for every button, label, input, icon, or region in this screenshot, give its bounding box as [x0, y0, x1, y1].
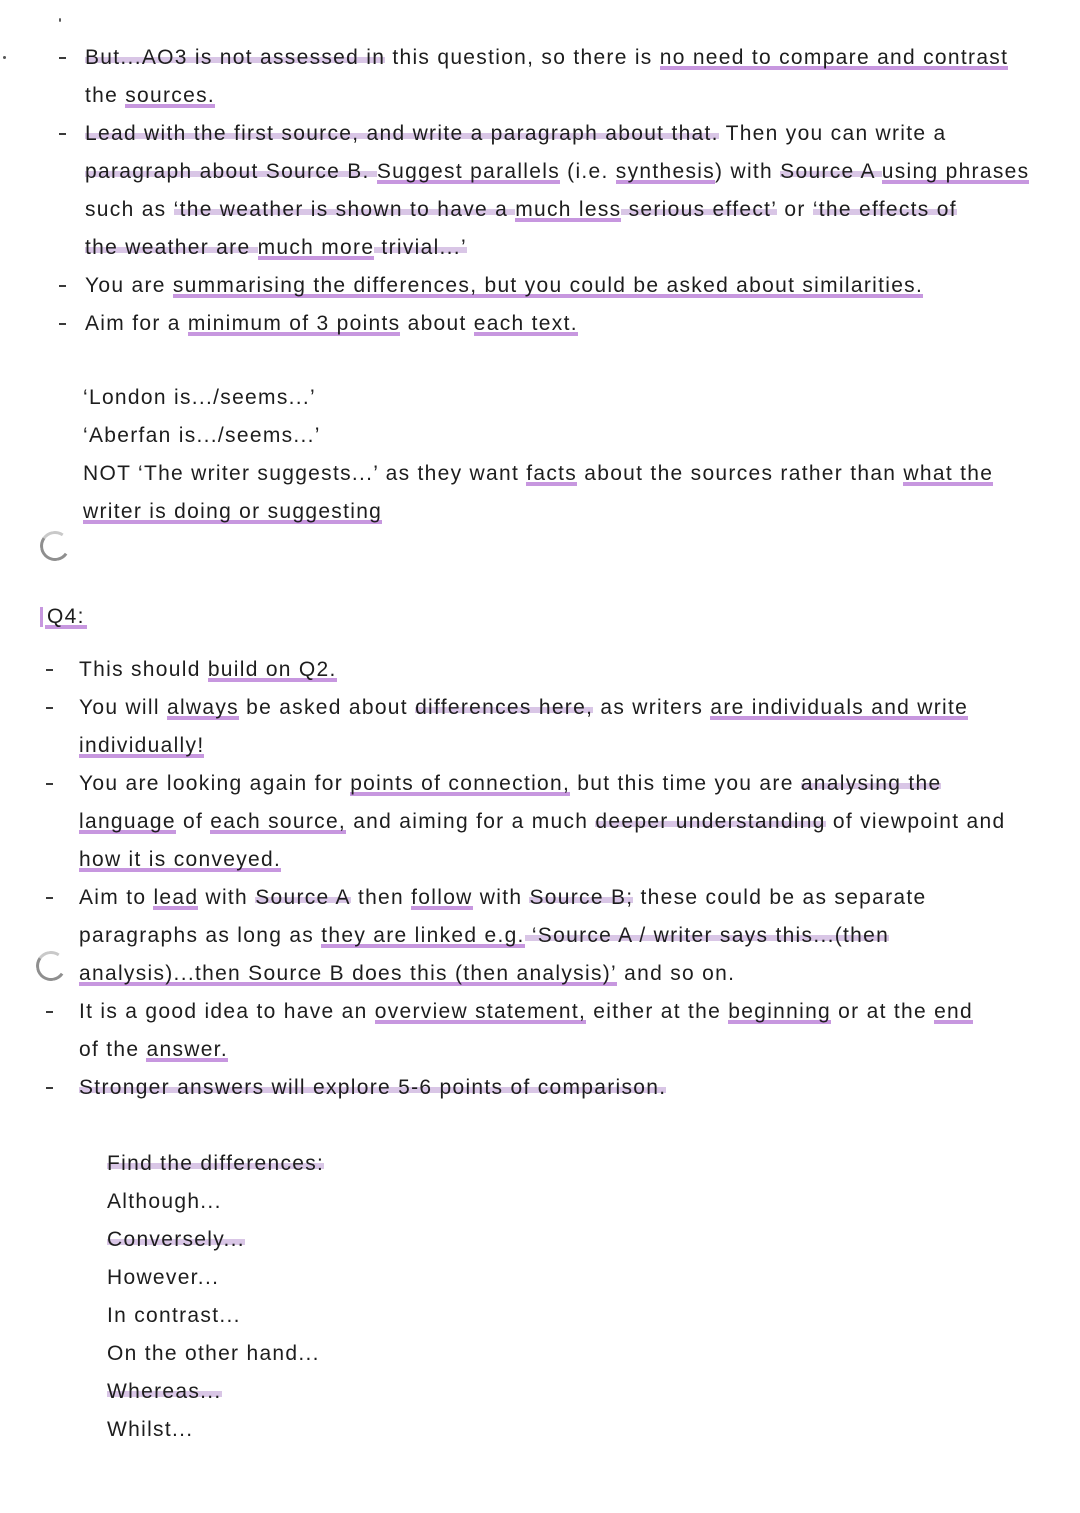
bullet-item — [85, 305, 1060, 343]
text-line — [79, 651, 1054, 689]
connective: Although... — [107, 1190, 222, 1213]
bullet-dash — [59, 133, 66, 135]
underlined-text: how it is conveyed. — [79, 841, 281, 879]
underlined-text: points of connection, — [350, 765, 570, 803]
text-segment: and aiming for a much — [346, 810, 596, 833]
text-segment: about — [400, 312, 474, 335]
text-line — [83, 417, 1058, 455]
bullet-item — [79, 993, 1054, 1069]
text-line — [45, 598, 87, 636]
list-title-line — [107, 1145, 707, 1183]
text-line — [79, 765, 1054, 803]
list-item — [107, 1221, 707, 1259]
highlighted-text: Source B; — [529, 879, 633, 917]
section-heading-q4 — [45, 598, 87, 636]
underlined-text: facts — [526, 455, 577, 493]
text-segment: You will — [79, 696, 167, 719]
text-segment: then — [350, 886, 412, 909]
text-segment: about the sources rather than — [577, 462, 904, 485]
highlighted-text: ‘the weather is shown to have a — [174, 191, 516, 229]
connective: Whilst... — [107, 1418, 194, 1441]
highlighted-text: Lead with the first source, and write a paragraph about that. — [85, 115, 719, 153]
underlined-text: overview statement, — [375, 993, 586, 1031]
underlined-text: synthesis — [616, 153, 715, 191]
underlined-text: answer. — [146, 1031, 227, 1069]
text-segment: the — [85, 84, 126, 107]
punch-hole-mark — [34, 949, 69, 984]
text-segment: You are looking again for — [79, 772, 351, 795]
stray-dot — [59, 18, 61, 22]
text-segment: Aim to — [79, 886, 154, 909]
underlined-text: no need to compare and contrast — [660, 39, 1009, 77]
text-segment: This should — [79, 658, 208, 681]
connectives-list — [107, 1145, 707, 1449]
bullet-dash — [46, 1087, 53, 1089]
list-item — [107, 1373, 707, 1411]
text-line — [79, 689, 1054, 727]
text-segment: You are — [85, 274, 173, 297]
bullet-dash — [59, 323, 66, 325]
underlined-text: are individuals and write — [710, 689, 968, 727]
text-line — [79, 993, 1054, 1031]
list-item — [107, 1259, 707, 1297]
text-segment: of — [175, 810, 211, 833]
text-segment: with — [472, 886, 530, 909]
text-line — [85, 229, 1060, 267]
text-segment: Then you can write a — [718, 122, 947, 145]
highlighted-text: ‘the effects of — [813, 191, 957, 229]
underlined-text: build on Q2. — [208, 651, 337, 689]
bullet-item — [85, 267, 1060, 305]
stray-dot — [3, 56, 6, 59]
text-line — [83, 493, 1058, 531]
bullet-item — [79, 1069, 1054, 1107]
underlined-text: summarising the differences, but you could be asked about similarities. — [173, 267, 923, 305]
text-line — [83, 379, 1058, 417]
text-segment: or at the — [831, 1000, 935, 1023]
text-segment: Aim for a — [85, 312, 188, 335]
underlined-text: follow — [411, 879, 473, 917]
text-segment: (i.e. — [560, 160, 616, 183]
text-line — [79, 917, 1054, 955]
underlined-text: beginning — [728, 993, 831, 1031]
underlined-text: end — [934, 993, 973, 1031]
punch-hole-mark — [38, 529, 73, 564]
bullet-item — [85, 39, 1060, 115]
bullet-dash — [46, 707, 53, 709]
highlighted-text: the weather are — [85, 229, 258, 267]
underlined-text: each source, — [210, 803, 346, 841]
bullet-item — [79, 651, 1054, 689]
bullet-dash — [46, 783, 53, 785]
example-phrases — [83, 379, 1058, 531]
list-item — [107, 1183, 707, 1221]
text-segment: of viewpoint and — [825, 810, 1006, 833]
connective: On the other hand... — [107, 1342, 320, 1365]
bullet-dash — [46, 1011, 53, 1013]
q4-guidance-list — [79, 651, 1054, 1107]
underlined-text: analysis)...then Source B does this (then analysis)’ — [79, 955, 617, 993]
text-segment: ) with — [715, 160, 781, 183]
connective: Whereas... — [107, 1373, 222, 1411]
text-segment: NOT ‘The writer suggests...’ as they want — [83, 462, 527, 485]
underlined-text: writer is doing or suggesting — [83, 493, 382, 531]
bullet-dash — [46, 669, 53, 671]
text-segment: or — [777, 198, 813, 221]
highlighted-text: paragraph about Source B. — [85, 153, 377, 191]
highlighted-text: differences here, — [415, 689, 593, 727]
text-segment: these could be as separate — [633, 886, 927, 909]
text-segment: of the — [79, 1038, 147, 1061]
underlined-text: they are linked e.g. — [321, 917, 524, 955]
text-line — [79, 841, 1054, 879]
highlighted-text: Source A — [255, 879, 351, 917]
bullet-dash — [46, 897, 53, 899]
highlighted-text: analysing the — [801, 765, 942, 803]
text-line — [85, 305, 1060, 343]
text-segment: this question, so there is — [385, 46, 660, 69]
text-segment: paragraphs as long as — [79, 924, 322, 947]
highlighted-text: But...AO3 is not assessed in — [85, 39, 385, 77]
bullet-item — [79, 765, 1054, 879]
text-line — [85, 191, 1060, 229]
underlined-text: Suggest parallels — [377, 153, 560, 191]
highlighted-text: Source A — [780, 153, 882, 191]
list-title: Find the differences: — [107, 1145, 324, 1183]
text-line — [85, 77, 1060, 115]
example-quote: ‘London is.../seems...’ — [83, 386, 316, 409]
underlined-text: using phrases — [882, 153, 1030, 191]
text-segment: be asked about — [238, 696, 416, 719]
text-line — [79, 803, 1054, 841]
text-segment: either at the — [586, 1000, 729, 1023]
underlined-text: much more — [258, 229, 375, 267]
text-segment: with — [198, 886, 256, 909]
text-line — [79, 1069, 1054, 1107]
bullet-dash — [59, 285, 66, 287]
underlined-text: individually! — [79, 727, 204, 765]
underlined-text: sources. — [125, 77, 215, 115]
highlighted-text: ‘Source A / writer says this...(then — [525, 917, 889, 955]
text-line — [85, 39, 1060, 77]
underlined-text: lead — [153, 879, 198, 917]
text-line — [79, 955, 1054, 993]
text-line — [79, 879, 1054, 917]
text-segment: It is a good idea to have an — [79, 1000, 375, 1023]
list-item — [107, 1411, 707, 1449]
heading-text: Q4: — [45, 598, 87, 636]
list-item — [107, 1297, 707, 1335]
underlined-text: each text. — [474, 305, 578, 343]
highlighted-text: deeper understanding — [595, 803, 825, 841]
bullet-dash — [59, 57, 66, 59]
connective: In contrast... — [107, 1304, 241, 1327]
underlined-text: always — [167, 689, 239, 727]
bullet-item — [79, 879, 1054, 993]
underlined-text: much less — [515, 191, 621, 229]
text-line — [83, 455, 1058, 493]
example-quote: ‘Aberfan is.../seems...’ — [83, 424, 321, 447]
underlined-text: minimum of 3 points — [188, 305, 401, 343]
text-segment: and so on. — [617, 962, 736, 985]
highlighted-text: serious effect’ — [621, 191, 777, 229]
text-line — [85, 153, 1060, 191]
text-line — [85, 267, 1060, 305]
text-segment: such as — [85, 198, 174, 221]
highlighted-text: Stronger answers will explore 5-6 points of comparison. — [79, 1069, 666, 1107]
text-segment: as writers — [593, 696, 711, 719]
text-segment: but this time you are — [570, 772, 801, 795]
q3-guidance-list — [85, 39, 1060, 343]
bullet-item — [85, 115, 1060, 267]
list-item — [107, 1335, 707, 1373]
text-line — [85, 115, 1060, 153]
underlined-text: language — [79, 803, 176, 841]
text-line — [79, 1031, 1054, 1069]
text-line — [79, 727, 1054, 765]
bullet-item — [79, 689, 1054, 765]
highlighted-text: trivial...’ — [374, 229, 467, 267]
connective: However... — [107, 1266, 220, 1289]
underlined-text: what the — [903, 455, 993, 493]
connective: Conversely... — [107, 1221, 245, 1259]
